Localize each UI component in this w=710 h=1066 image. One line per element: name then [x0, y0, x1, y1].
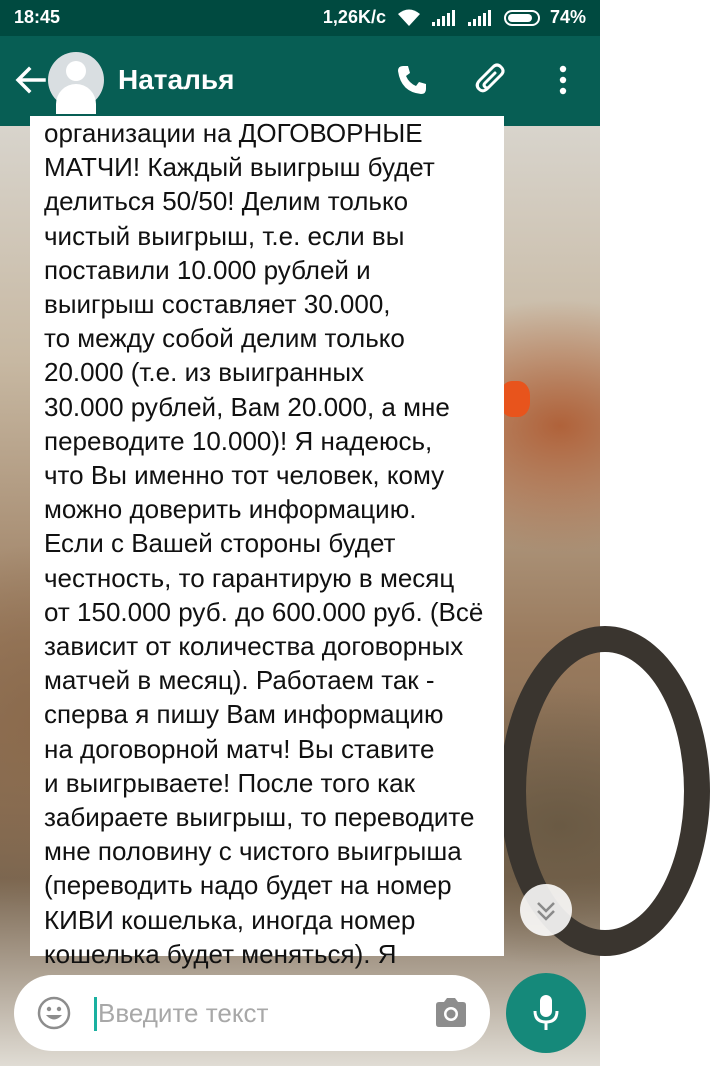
camera-icon[interactable] — [432, 995, 470, 1031]
status-indicators — [323, 7, 586, 28]
scroll-down-button[interactable] — [520, 884, 572, 936]
status-time: 18:45 — [14, 7, 61, 27]
message-line: то между собой делим только — [44, 323, 405, 354]
wifi-icon — [396, 8, 422, 28]
double-chevron-down-icon — [520, 884, 572, 936]
message-line: организации на ДОГОВОРНЫЕ — [44, 118, 423, 148]
chat-header — [0, 36, 600, 126]
status-bar — [0, 0, 600, 36]
microphone-icon — [530, 993, 562, 1033]
message-input[interactable] — [98, 993, 428, 1033]
message-line: чистый выигрыш, т.е. если вы — [44, 220, 405, 251]
message-line: Если с Вашей стороны будет — [44, 528, 396, 559]
message-line: от 150.000 руб. до 600.000 руб. (Всё — [44, 596, 484, 627]
message-line: КИВИ кошелька, иногда номер — [44, 904, 416, 935]
battery-percent: 74% — [549, 7, 586, 27]
message-line: на договорной матч! Вы ставите — [44, 733, 435, 764]
signal-icon-2 — [468, 10, 494, 26]
message-line: переводите 10.000)! Я надеюсь, — [44, 425, 433, 456]
chat-background — [0, 118, 600, 1066]
message-line: честность, то гарантирую в месяц — [44, 562, 455, 593]
network-speed: 1,26K/c — [322, 7, 386, 27]
avatar[interactable] — [48, 52, 104, 108]
message-line: что Вы именно тот человек, кому — [44, 460, 445, 491]
message-line: сперва я пишу Вам информацию — [44, 699, 444, 730]
contact-name[interactable]: Наталья — [118, 64, 235, 95]
message-line: матчей в месяц). Работаем так - — [44, 665, 435, 696]
text-cursor — [94, 997, 97, 1031]
avatar-head — [66, 61, 86, 81]
more-vert-icon[interactable] — [548, 62, 578, 98]
phone-icon[interactable] — [394, 62, 430, 98]
message-composer — [14, 975, 490, 1051]
message-line: поставили 10.000 рублей и — [44, 254, 371, 285]
message-line: мне половину с чистого выигрыша — [44, 836, 462, 867]
message-line: можно доверить информацию. — [44, 494, 417, 525]
voice-record-button[interactable] — [506, 973, 586, 1053]
back-arrow-icon[interactable] — [12, 62, 48, 98]
message-line: делиться 50/50! Делим только — [44, 186, 409, 217]
message-line: и выигрываете! После того как — [44, 767, 415, 798]
battery-icon — [504, 10, 540, 26]
message-line: забираете выигрыш, то переводите — [44, 802, 475, 833]
avatar-body — [56, 84, 96, 114]
emoji-icon[interactable] — [36, 995, 72, 1031]
message-line: (переводить надо будет на номер — [44, 870, 452, 901]
message-line: кошелька будет меняться). Я — [44, 938, 397, 969]
message-line: зависит от количества договорных — [44, 631, 464, 662]
message-text — [44, 116, 494, 1039]
signal-icon — [432, 10, 458, 26]
message-line: 30.000 рублей, Вам 20.000, а мне — [44, 391, 450, 422]
message-line: выигрыш составляет 30.000, — [44, 289, 391, 320]
attachment-icon[interactable] — [472, 60, 512, 100]
message-bubble[interactable] — [30, 116, 504, 969]
message-line: 20.000 (т.е. из выигранных — [44, 357, 365, 388]
wallpaper-detail — [500, 381, 530, 417]
message-line: МАТЧИ! Каждый выигрыш будет — [44, 152, 435, 183]
